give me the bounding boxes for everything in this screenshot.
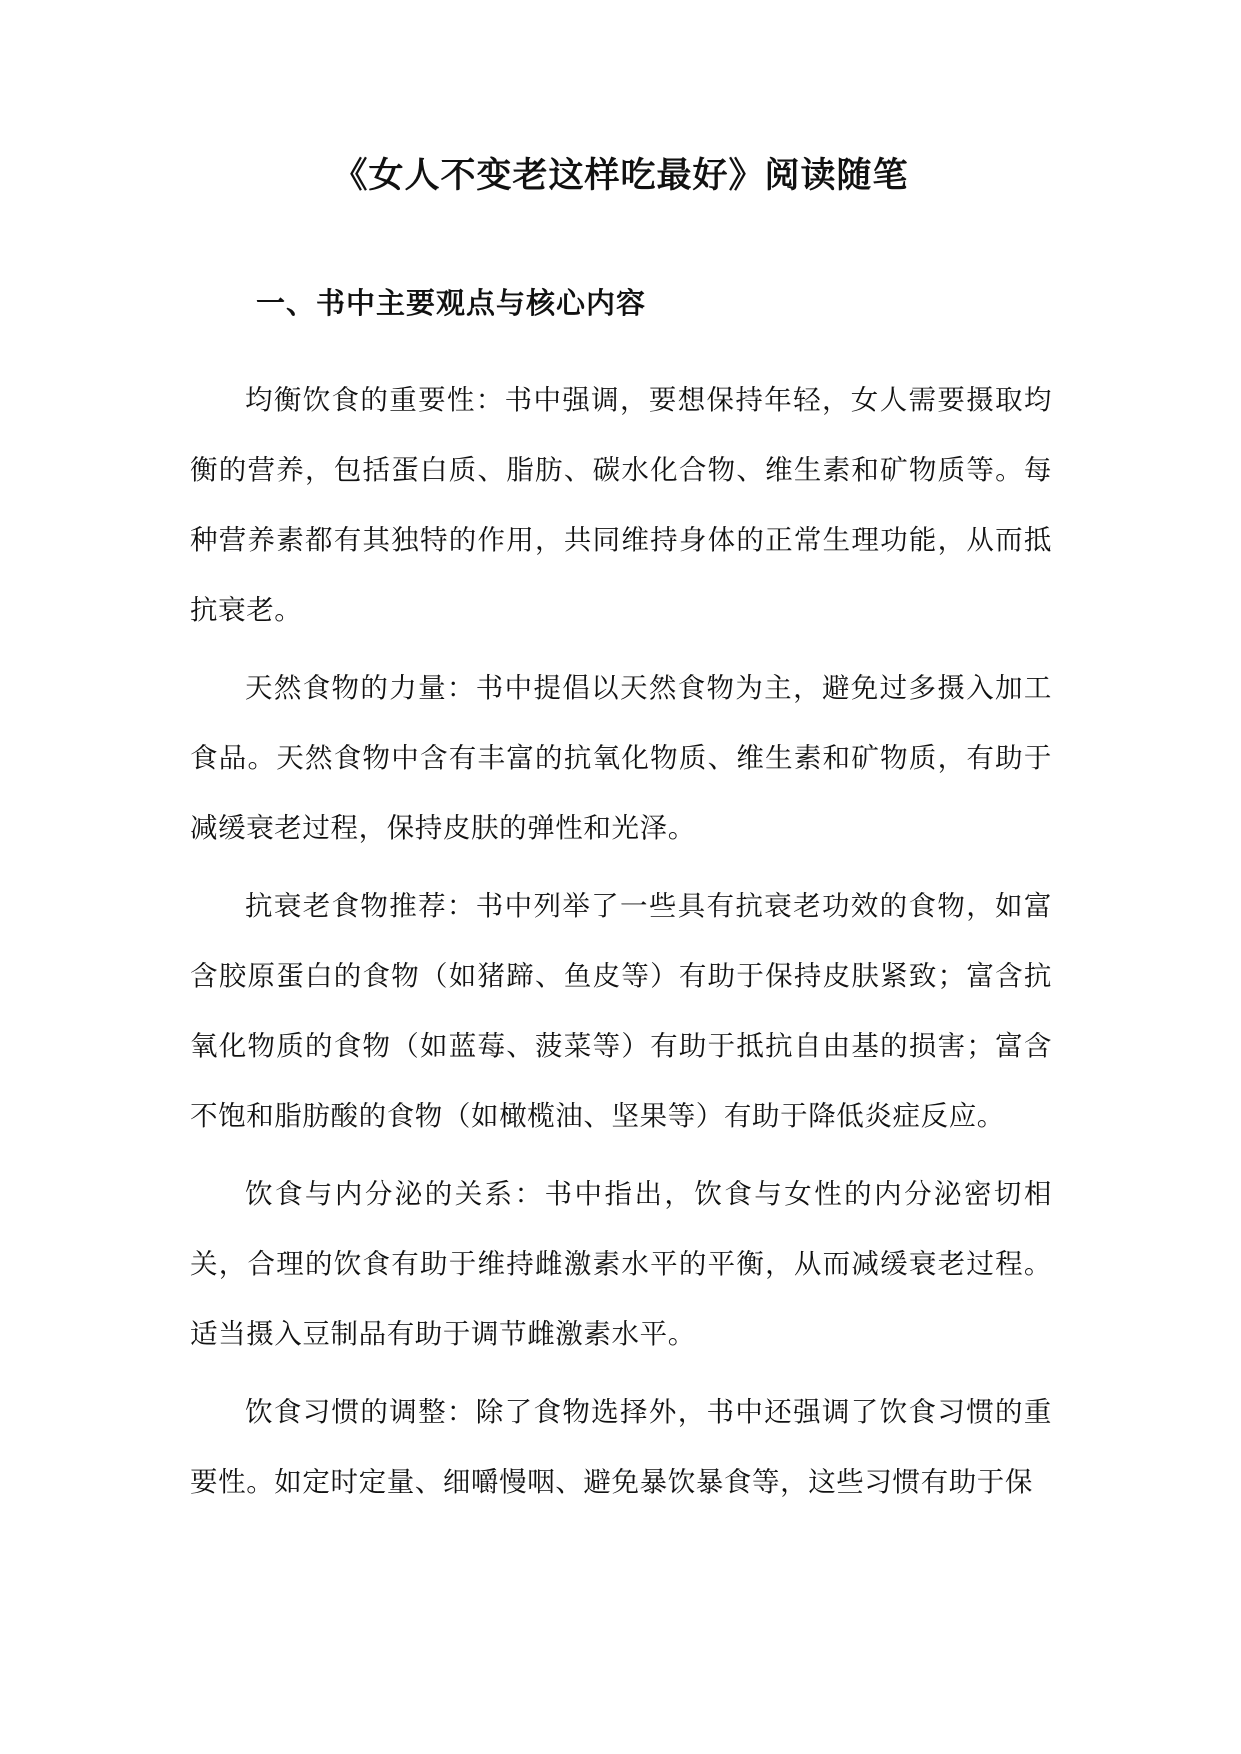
paragraph-balanced-diet: 均衡饮食的重要性：书中强调，要想保持年轻，女人需要摄取均衡的营养，包括蛋白质、脂肪、碳水化合物、维生素和矿物质等。每种营养素都有其独特的作用，共同维持身体的正常生理功能，从而抵抗衰老。 [190, 384, 1052, 626]
paragraph-endocrine: 饮食与内分泌的关系：书中指出，饮食与女性的内分泌密切相关，合理的饮食有助于维持雌激素水平的平衡，从而减缓衰老过程。适当摄入豆制品有助于调节雌激素水平。 [190, 1178, 1052, 1350]
paragraph-natural-food: 天然食物的力量：书中提倡以天然食物为主，避免过多摄入加工食品。天然食物中含有丰富的抗氧化物质、维生素和矿物质，有助于减缓衰老过程，保持皮肤的弹性和光泽。 [190, 672, 1052, 844]
section-heading: 一、书中主要观点与核心内容 [256, 286, 647, 320]
paragraph-anti-aging-foods: 抗衰老食物推荐：书中列举了一些具有抗衰老功效的食物，如富含胶原蛋白的食物（如猪蹄、鱼皮等）有助于保持皮肤紧致；富含抗氧化物质的食物（如蓝莓、菠菜等）有助于抵抗自由基的损害；富含不饱和脂肪酸的食物（如橄榄油、坚果等）有助于降低炎症反应。 [190, 890, 1052, 1132]
section-body [190, 365, 1052, 1525]
paragraph-eating-habits: 饮食习惯的调整：除了食物选择外，书中还强调了饮食习惯的重要性。如定时定量、细嚼慢咽、避免暴饮暴食等，这些习惯有助于保 [190, 1396, 1052, 1498]
document-title: 《女人不变老这样吃最好》阅读随笔 [332, 155, 909, 196]
